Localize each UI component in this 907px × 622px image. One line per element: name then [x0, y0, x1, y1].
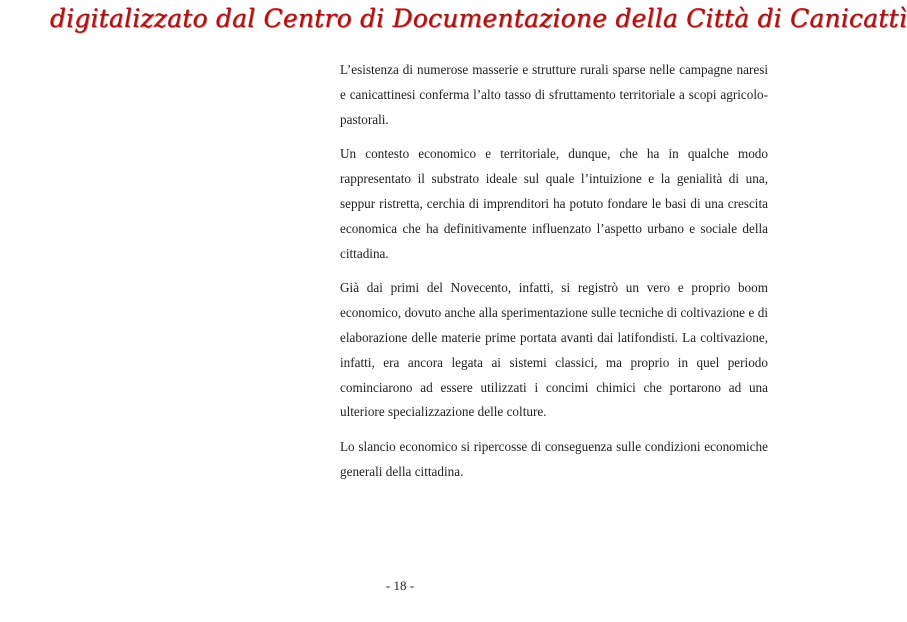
paragraph-contesto: Un contesto economico e territoriale, dunque, che ha in qualche modo rappresentato il substrato ideale sul quale l’intuizione e la genialità di una, seppur ristretta, cerchia di imprenditori ha potuto fondare le basi di una crescita economica che ha definitivamente influenzato l’aspetto urbano e sociale della cittadina. — [340, 146, 768, 261]
page-number: - 18 - — [385, 578, 415, 593]
paragraph-masserie: L’esistenza di numerose masserie e strutture rurali sparse nelle campagne naresi e canicattinesi conferma l’alto tasso di sfruttamento territoriale a scopi agricolo-pastorali. — [340, 62, 768, 127]
document-body — [340, 58, 768, 495]
paragraph-slancio: Lo slancio economico si ripercosse di conseguenza sulle condizioni economiche generali della cittadina. — [340, 439, 768, 479]
digitization-watermark: digitalizzato dal Centro di Documentazione della Città di Canicattì — [50, 4, 907, 33]
paragraph-novecento: Già dai primi del Novecento, infatti, si registrò un vero e proprio boom economico, dovuto anche alla sperimentazione sulle tecniche di coltivazione e di elaborazione delle materie prime portata avanti dai latifondisti. La coltivazione, infatti, era ancora legata ai sistemi classici, ma proprio in quel periodo cominciarono ad essere utilizzati i concimi chimici che portarono ad una ulteriore specializzazione delle colture. — [340, 280, 768, 420]
